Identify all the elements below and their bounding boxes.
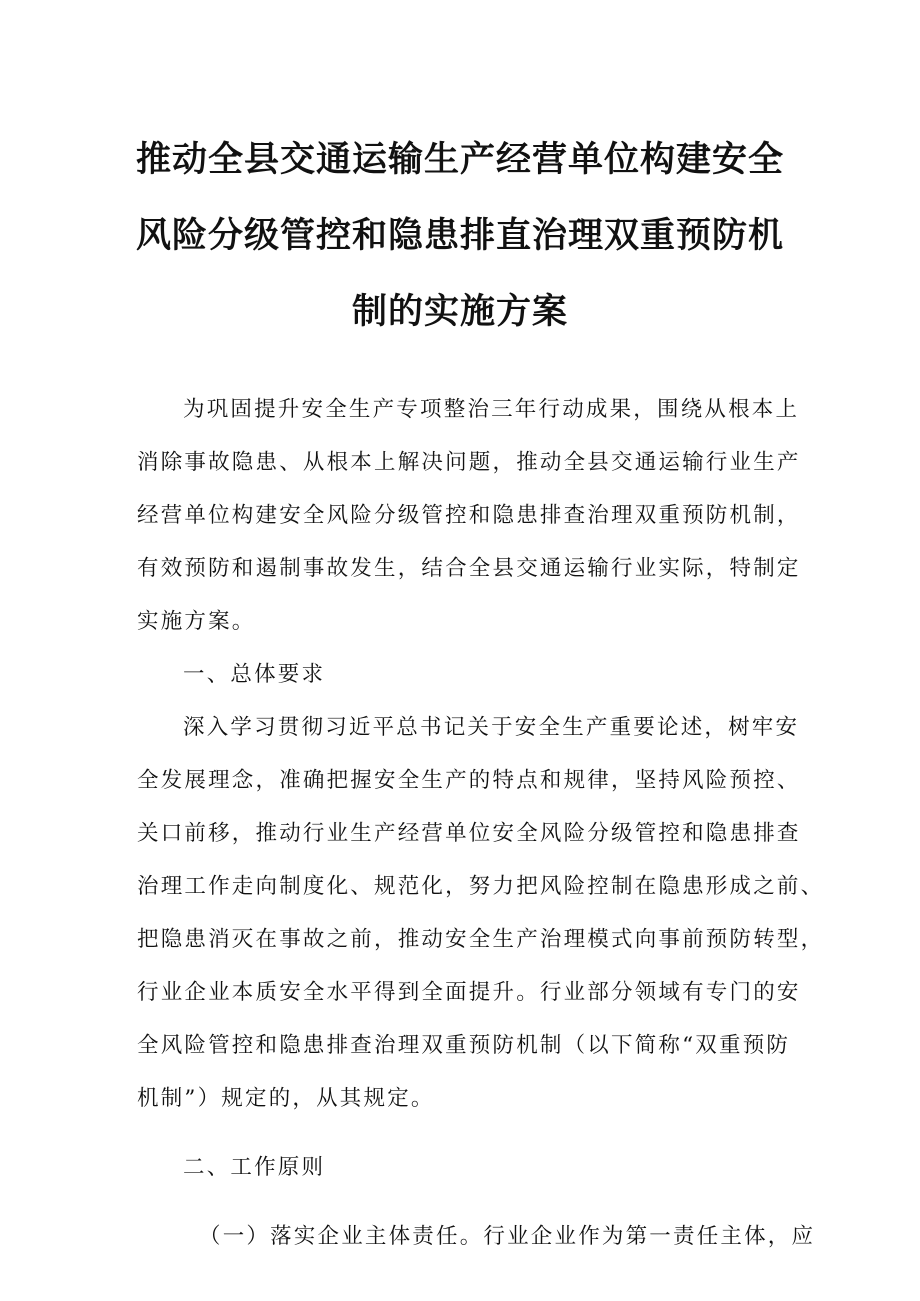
paragraph-line: 全发展理念，准确把握安全生产的特点和规律，坚持风险预控、 bbox=[137, 768, 801, 793]
paragraph-line: 全风险管控和隐患排查治理双重预防机制（以下简称“双重预防 bbox=[137, 1033, 791, 1058]
section-heading-1: 一、总体要求 bbox=[183, 662, 326, 687]
paragraph-line: （一）落实企业主体责任。行业企业作为第一责任主体，应 bbox=[199, 1224, 816, 1249]
paragraph-line: 把隐患消灭在事故之前，推动安全生产治理模式向事前预防转型， bbox=[137, 927, 825, 952]
intro-paragraph bbox=[137, 383, 801, 648]
paragraph-line: 实施方案。 bbox=[137, 609, 256, 634]
paragraph-line: 经营单位构建安全风险分级管控和隐患排查治理双重预防机制， bbox=[137, 503, 801, 528]
section1-paragraph bbox=[137, 701, 825, 1125]
title-line-1: 推动全县交通运输生产经营单位构建安全 bbox=[135, 140, 784, 180]
section-heading-2: 二、工作原则 bbox=[183, 1155, 326, 1180]
paragraph-line: 深入学习贯彻习近平总书记关于安全生产重要论述，树牢安 bbox=[183, 715, 800, 740]
paragraph-spacer bbox=[137, 1194, 797, 1210]
document-title bbox=[0, 132, 920, 360]
paragraph-line: 治理工作走向制度化、规范化，努力把风险控制在隐患形成之前、 bbox=[137, 874, 825, 899]
document-body bbox=[137, 383, 825, 1263]
paragraph-line: 行业企业本质安全水平得到全面提升。行业部分领域有专门的安 bbox=[137, 980, 801, 1005]
paragraph-line: 机制”）规定的，从其规定。 bbox=[137, 1086, 435, 1111]
paragraph-spacer bbox=[137, 1125, 797, 1141]
paragraph-line: 为巩固提升安全生产专项整治三年行动成果，围绕从根本上 bbox=[183, 397, 800, 422]
paragraph-line: 有效预防和遏制事故发生，结合全县交通运输行业实际，特制定 bbox=[137, 556, 801, 581]
title-line-3: 制的实施方案 bbox=[351, 292, 568, 332]
paragraph-line: 关口前移，推动行业生产经营单位安全风险分级管控和隐患排查 bbox=[137, 821, 801, 846]
title-line-2: 风险分级管控和隐患排直治理双重预防机 bbox=[135, 216, 784, 256]
paragraph-line: 消除事故隐患、从根本上解决问题，推动全县交通运输行业生产 bbox=[137, 450, 801, 475]
section2-paragraph bbox=[137, 1210, 816, 1263]
